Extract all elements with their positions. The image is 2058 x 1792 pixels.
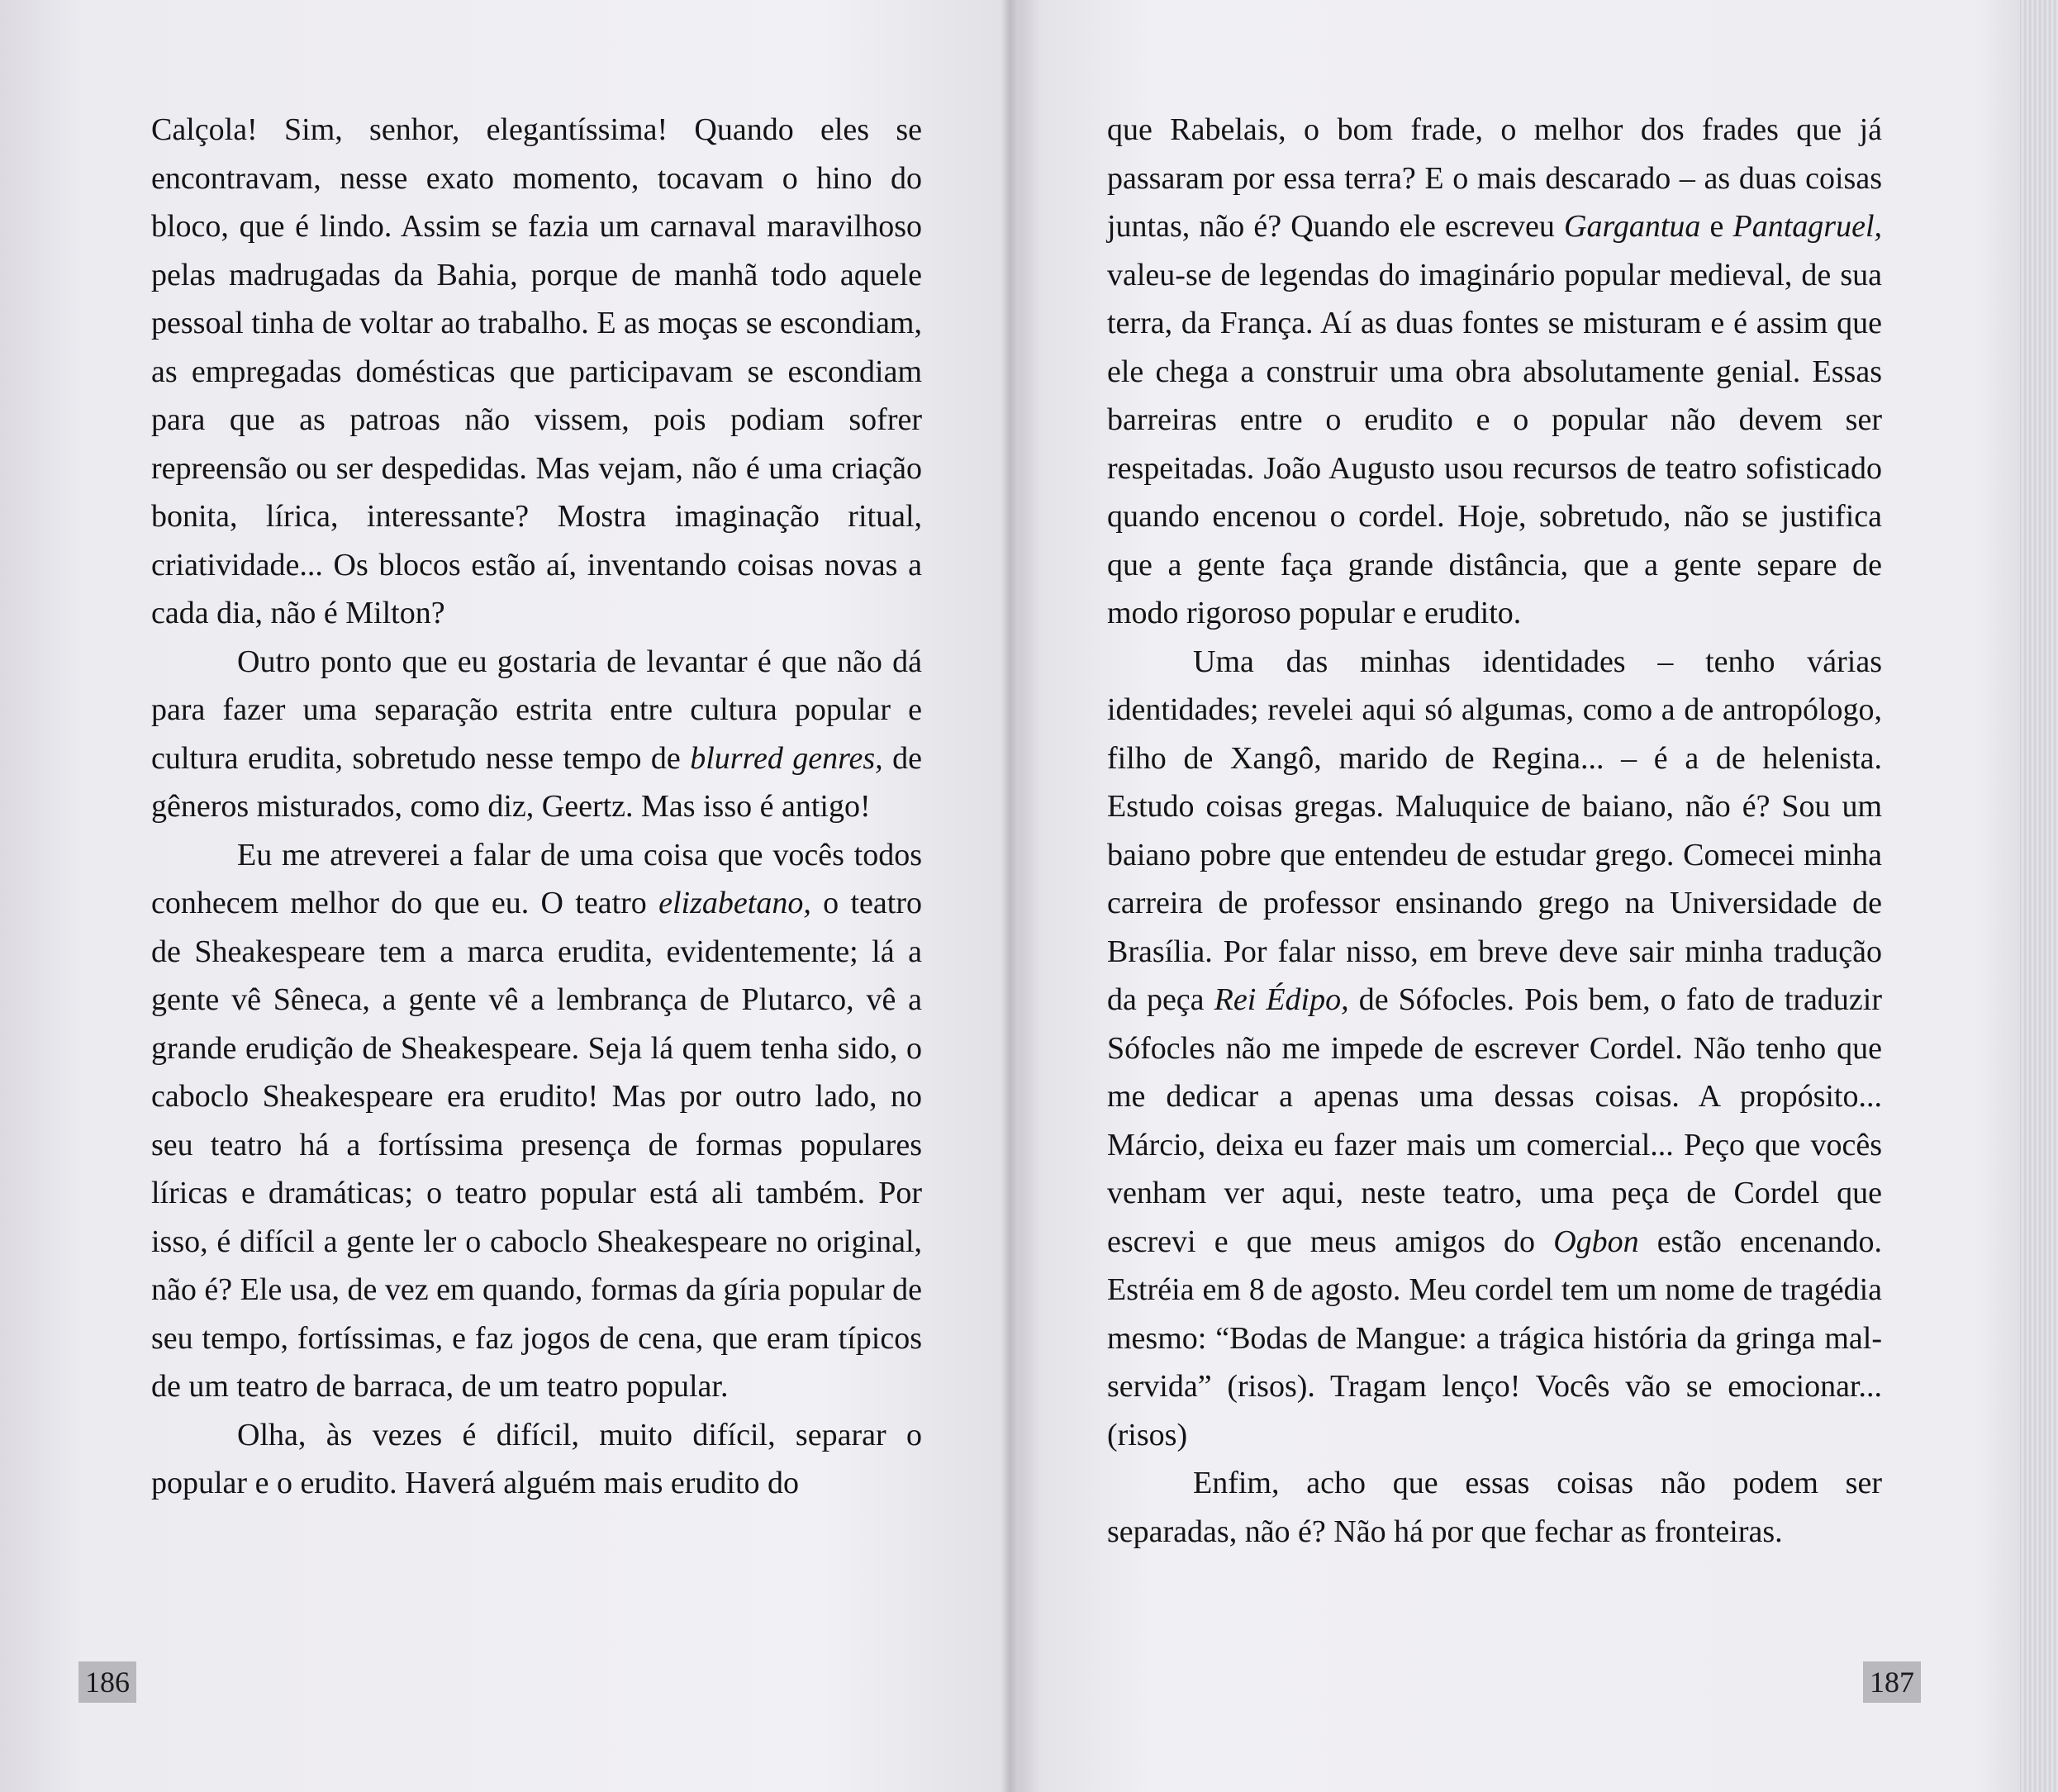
italic-term: blurred genres,	[690, 740, 883, 776]
left-page	[0, 0, 1008, 1792]
italic-term: Rei Édipo,	[1214, 982, 1349, 1017]
paragraph: Outro ponto que eu gostaria de levantar é que não dá para fazer uma separação estrita entre cultura popular e cultura erudita, sobretudo nesse tempo de blurred genres, de gêneros misturados, como diz, Geertz. Mas isso é antigo!	[151, 644, 922, 824]
paragraph: Calçola! Sim, senhor, elegantíssima! Quando eles se encontravam, nesse exato momento, tocavam o hino do bloco, que é lindo. Assim se fazia um carnaval maravilhoso pelas madrugadas da Bahia, porque de manhã todo aquele pessoal tinha de voltar ao trabalho. E as moças se escondiam, as empregadas domésticas que participavam se escondiam para que as patroas não vissem, pois podiam sofrer repreensão ou ser despedidas. Mas vejam, não é uma criação bonita, lírica, interessante? Mostra imaginação ritual, criatividade... Os blocos estão aí, inventando coisas novas a cada dia, não é Milton?	[151, 112, 922, 630]
right-page-text	[1107, 106, 1882, 1556]
italic-term: Ogbon	[1553, 1224, 1639, 1259]
italic-term: Gargantua	[1564, 209, 1701, 244]
right-page	[1012, 0, 2058, 1792]
paragraph: Enfim, acho que essas coisas não podem ser separadas, não é? Não há por que fechar as fronteiras.	[1107, 1466, 1882, 1549]
left-page-text	[151, 106, 922, 1508]
paragraph: que Rabelais, o bom frade, o melhor dos frades que já passaram por essa terra? E o mais descarado – as duas coisas juntas, não é? Quando ele escreveu Gargantua e Pantagruel, valeu-se de legendas do imaginário popular medieval, de sua terra, da França. Aí as duas fontes se misturam e é assim que ele chega a construir uma obra absolutamente genial. Essas barreiras entre o erudito e o popular não devem ser respeitadas. João Augusto usou recursos de teatro sofisticado quando encenou o cordel. Hoje, sobretudo, não se justifica que a gente faça grande distância, que a gente separe de modo rigoroso popular e erudito.	[1107, 112, 1882, 630]
italic-term: Pantagruel,	[1732, 209, 1882, 244]
italic-term: elizabetano,	[658, 886, 811, 920]
paragraph: Uma das minhas identidades – tenho várias identidades; revelei aqui só algumas, como a de antropólogo, filho de Xangô, marido de Regina... – é a de helenista. Estudo coisas gregas. Maluquice de baiano, não é? Sou um baiano pobre que entendeu de estudar grego. Comecei minha carreira de professor ensinando grego na Universidade de Brasília. Por falar nisso, em breve deve sair minha tradução da peça Rei Édipo, de Sófocles. Pois bem, o fato de traduzir Sófocles não me impede de escrever Cordel. Não tenho que me dedicar a apenas uma dessas coisas. A propósito... Márcio, deixa eu fazer mais um comercial... Peço que vocês venham ver aqui, neste teatro, uma peça de Cordel que escrevi e que meus amigos do Ogbon estão encenando. Estréia em 8 de agosto. Meu cordel tem um nome de tragédia mesmo: “Bodas de Mangue: a trágica história da gringa mal-servida” (risos). Tragam lenço! Vocês vão se emocionar... (risos)	[1107, 644, 1882, 1452]
page-number: 186	[78, 1661, 136, 1703]
page-number: 187	[1863, 1661, 1921, 1703]
paragraph: Olha, às vezes é difícil, muito difícil, separar o popular e o erudito. Haverá alguém mais erudito do	[151, 1417, 922, 1500]
paragraph: Eu me atreverei a falar de uma coisa que vocês todos conhecem melhor do que eu. O teatro elizabetano, o teatro de Sheakespeare tem a marca erudita, evidentemente; lá a gente vê Sêneca, a gente vê a lembrança de Plutarco, vê a grande erudição de Sheakespeare. Seja lá quem tenha sido, o caboclo Sheakespeare era erudito! Mas por outro lado, no seu teatro há a fortíssima presença de formas populares líricas e dramáticas; o teatro popular está ali também. Por isso, é difícil a gente ler o caboclo Sheakespeare no original, não é? Ele usa, de vez em quando, formas da gíria popular de seu tempo, fortíssimas, e faz jogos de cena, que eram típicos de um teatro de barraca, de um teatro popular.	[151, 837, 922, 1404]
